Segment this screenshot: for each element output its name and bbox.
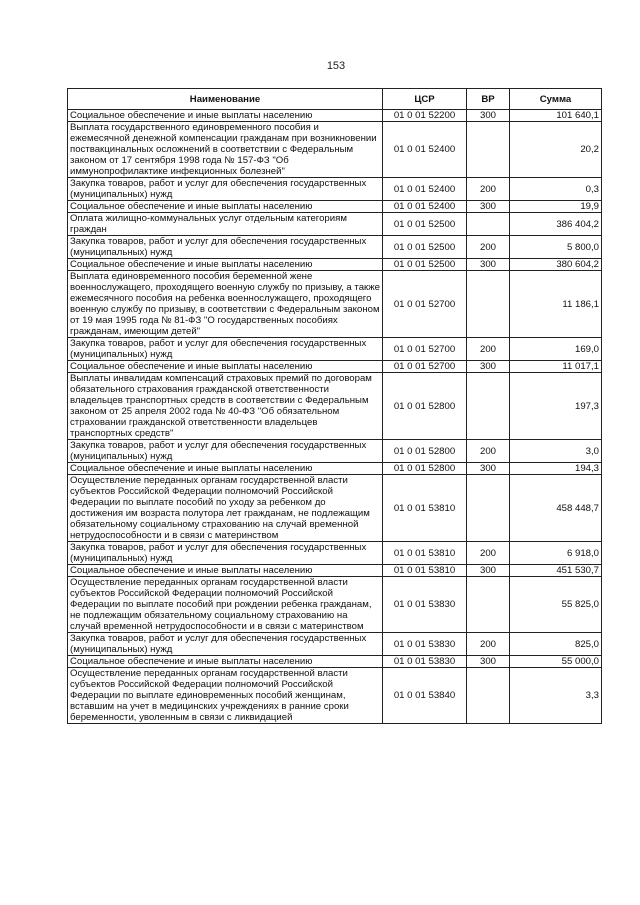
row-csr: 01 0 01 52400: [383, 122, 467, 178]
table-row: [68, 338, 602, 361]
row-vr: [467, 213, 510, 236]
row-vr: [467, 373, 510, 440]
table-row: [68, 236, 602, 259]
row-name: Закупка товаров, работ и услуг для обеспечения государственных (муниципальных) нужд: [68, 633, 383, 656]
row-csr: 01 0 01 53810: [383, 565, 467, 577]
row-csr: 01 0 01 52800: [383, 373, 467, 440]
row-name: Выплата государственного единовременного пособия и ежемесячной денежной компенсации гражданам при возникновении поствакцинальных осложнений в соответствии с Федеральным законом от 17 сентября 1998 года № 157-ФЗ "Об иммунопрофилактике инфекционных болезней": [68, 122, 383, 178]
row-sum: 380 604,2: [510, 259, 602, 271]
row-sum: 6 918,0: [510, 542, 602, 565]
row-vr: 300: [467, 656, 510, 668]
table-row: [68, 577, 602, 633]
row-vr: 200: [467, 542, 510, 565]
row-csr: 01 0 01 52800: [383, 440, 467, 463]
row-name: Закупка товаров, работ и услуг для обеспечения государственных (муниципальных) нужд: [68, 236, 383, 259]
row-csr: 01 0 01 53830: [383, 633, 467, 656]
header-sum: Сумма: [510, 89, 602, 110]
table-row: [68, 656, 602, 668]
row-sum: 458 448,7: [510, 475, 602, 542]
row-name: Социальное обеспечение и иные выплаты населению: [68, 259, 383, 271]
row-sum: 825,0: [510, 633, 602, 656]
row-vr: 300: [467, 259, 510, 271]
row-csr: 01 0 01 52800: [383, 463, 467, 475]
row-sum: 3,3: [510, 668, 602, 724]
row-sum: 101 640,1: [510, 110, 602, 122]
table-row: [68, 271, 602, 338]
row-csr: 01 0 01 53830: [383, 577, 467, 633]
table-header-row: [68, 89, 602, 110]
table-row: [68, 110, 602, 122]
row-name: Закупка товаров, работ и услуг для обеспечения государственных (муниципальных) нужд: [68, 178, 383, 201]
table-row: [68, 475, 602, 542]
row-sum: 194,3: [510, 463, 602, 475]
row-name: Социальное обеспечение и иные выплаты населению: [68, 463, 383, 475]
row-name: Социальное обеспечение и иные выплаты населению: [68, 201, 383, 213]
row-csr: 01 0 01 53840: [383, 668, 467, 724]
row-sum: 3,0: [510, 440, 602, 463]
row-name: Социальное обеспечение и иные выплаты населению: [68, 361, 383, 373]
row-name: Социальное обеспечение и иные выплаты населению: [68, 656, 383, 668]
row-csr: 01 0 01 53830: [383, 656, 467, 668]
row-vr: 300: [467, 110, 510, 122]
row-vr: [467, 668, 510, 724]
budget-table: [67, 88, 602, 724]
row-name: Выплата единовременного пособия беременной жене военнослужащего, проходящего военную службу по призыву, а также ежемесячного пособия на ребенка военнослужащего, проходящего военную службу по призыву, в соответствии с Федеральным законом от 19 мая 1995 года № 81-ФЗ "О государственных пособиях гражданам, имеющим детей": [68, 271, 383, 338]
row-csr: 01 0 01 53810: [383, 542, 467, 565]
header-vr: ВР: [467, 89, 510, 110]
row-name: Социальное обеспечение и иные выплаты населению: [68, 565, 383, 577]
header-name: Наименование: [68, 89, 383, 110]
row-vr: [467, 271, 510, 338]
row-vr: 300: [467, 565, 510, 577]
row-csr: 01 0 01 52200: [383, 110, 467, 122]
row-vr: [467, 122, 510, 178]
table-row: [68, 668, 602, 724]
row-sum: 5 800,0: [510, 236, 602, 259]
table-row: [68, 565, 602, 577]
row-name: Закупка товаров, работ и услуг для обеспечения государственных (муниципальных) нужд: [68, 338, 383, 361]
table-row: [68, 463, 602, 475]
table-row: [68, 542, 602, 565]
row-csr: 01 0 01 52400: [383, 201, 467, 213]
row-sum: 386 404,2: [510, 213, 602, 236]
row-vr: 300: [467, 201, 510, 213]
row-sum: 197,3: [510, 373, 602, 440]
table-row: [68, 122, 602, 178]
row-sum: 55 000,0: [510, 656, 602, 668]
row-csr: 01 0 01 52700: [383, 338, 467, 361]
row-vr: 200: [467, 236, 510, 259]
header-csr: ЦСР: [383, 89, 467, 110]
row-csr: 01 0 01 52700: [383, 361, 467, 373]
row-vr: 200: [467, 338, 510, 361]
row-name: Осуществление переданных органам государственной власти субъектов Российской Федерации полномочий Российской Федерации по выплате пособий при рождении ребенка гражданам, не подлежащим обязательному социальному страхованию на случай временной нетрудоспособности и в связи с материнством: [68, 577, 383, 633]
row-csr: 01 0 01 53810: [383, 475, 467, 542]
table-row: [68, 259, 602, 271]
row-sum: 451 530,7: [510, 565, 602, 577]
row-name: Осуществление переданных органам государственной власти субъектов Российской Федерации полномочий Российской Федерации по выплате единовременных пособий женщинам, вставшим на учет в медицинских учреждениях в ранние сроки беременности, уволенным в связи с ликвидацией: [68, 668, 383, 724]
row-vr: 200: [467, 440, 510, 463]
row-vr: [467, 475, 510, 542]
row-sum: 0,3: [510, 178, 602, 201]
row-sum: 19,9: [510, 201, 602, 213]
row-csr: 01 0 01 52500: [383, 259, 467, 271]
table-row: [68, 373, 602, 440]
row-name: Закупка товаров, работ и услуг для обеспечения государственных (муниципальных) нужд: [68, 440, 383, 463]
table-row: [68, 201, 602, 213]
row-sum: 55 825,0: [510, 577, 602, 633]
table-row: [68, 213, 602, 236]
table-row: [68, 633, 602, 656]
row-name: Выплаты инвалидам компенсаций страховых премий по договорам обязательного страхования гражданской ответственности владельцев транспортных средств в соответствии с Федеральным законом от 25 апреля 2002 года № 40-ФЗ "Об обязательном страховании гражданской ответственности владельцев транспортных средств": [68, 373, 383, 440]
row-name: Осуществление переданных органам государственной власти субъектов Российской Федерации полномочий Российской Федерации по выплате пособий по уходу за ребенком до достижения им возраста полутора лет гражданам, не подлежащим обязательному социальному страхованию на случай временной нетрудоспособности и в связи с материнством: [68, 475, 383, 542]
row-vr: 200: [467, 633, 510, 656]
row-vr: 300: [467, 463, 510, 475]
row-name: Социальное обеспечение и иные выплаты населению: [68, 110, 383, 122]
row-csr: 01 0 01 52400: [383, 178, 467, 201]
row-csr: 01 0 01 52500: [383, 213, 467, 236]
row-sum: 11 186,1: [510, 271, 602, 338]
row-name: Оплата жилищно-коммунальных услуг отдельным категориям граждан: [68, 213, 383, 236]
row-sum: 169,0: [510, 338, 602, 361]
row-sum: 20,2: [510, 122, 602, 178]
row-vr: 200: [467, 178, 510, 201]
table-row: [68, 178, 602, 201]
row-vr: 300: [467, 361, 510, 373]
row-vr: [467, 577, 510, 633]
row-name: Закупка товаров, работ и услуг для обеспечения государственных (муниципальных) нужд: [68, 542, 383, 565]
table-row: [68, 440, 602, 463]
table-row: [68, 361, 602, 373]
row-csr: 01 0 01 52500: [383, 236, 467, 259]
row-sum: 11 017,1: [510, 361, 602, 373]
row-csr: 01 0 01 52700: [383, 271, 467, 338]
page-number: 153: [326, 60, 346, 72]
